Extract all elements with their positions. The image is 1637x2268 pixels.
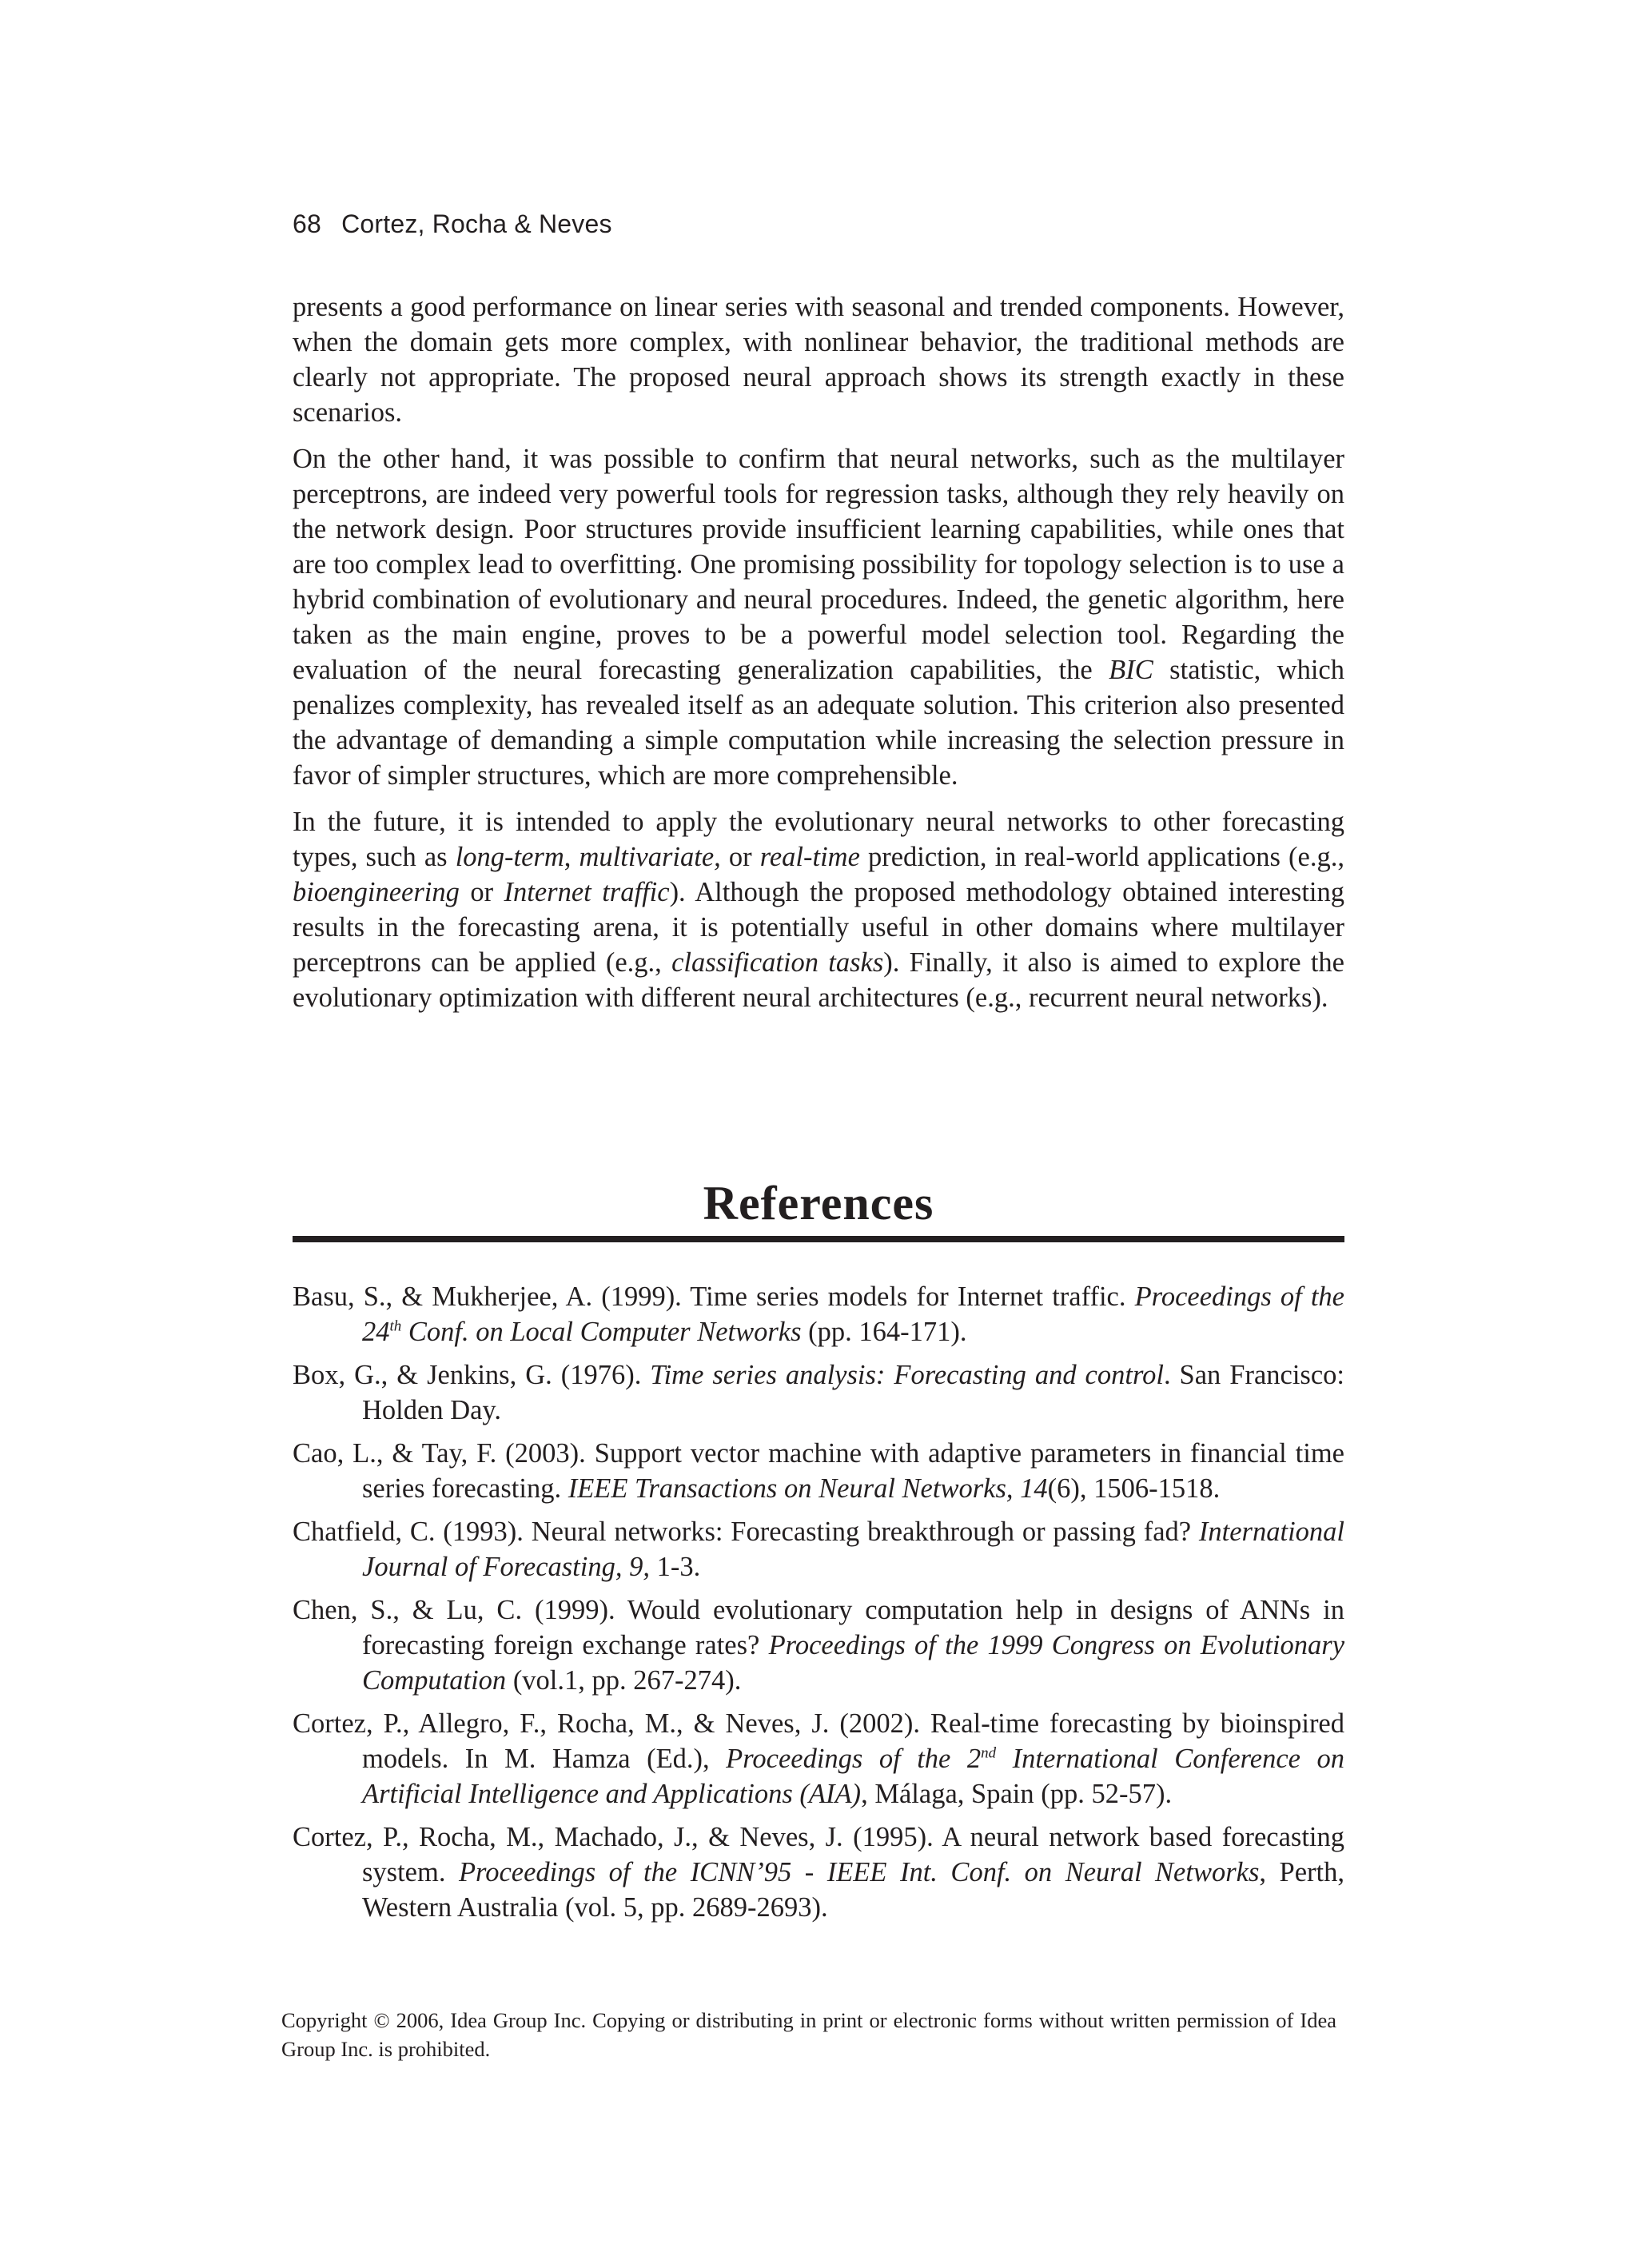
page-number: 68 [293, 209, 321, 238]
text-run: prediction, in real-world applications (e.g., [859, 842, 1344, 872]
italic-source: Proceedings of the 2 [726, 1744, 982, 1774]
reference-item [293, 1357, 1344, 1428]
reference-item [293, 1279, 1344, 1349]
text-run: ). Although the proposed methodology obtained interesting results in the forecasting arena, it is potentially useful in other domains where multilayer perceptrons can be applied (e.g., [293, 877, 1344, 978]
superscript: nd [981, 1744, 997, 1762]
italic-source: IEEE Transactions on Neural Networks, 14 [568, 1473, 1048, 1504]
text-run: Cortez, P., Rocha, M., Machado, J., & Neves, J. (1995). A neural network based forecasting system. [293, 1822, 1344, 1887]
copyright-notice: Copyright © 2006, Idea Group Inc. Copying or distributing in print or electronic forms without written permission of Idea Group Inc. is prohibited. [281, 2008, 1336, 2061]
text-run: . San Francisco: Holden Day. [362, 1360, 1344, 1425]
reference-item [293, 1706, 1344, 1812]
italic-term: bioengineering [293, 877, 460, 907]
reference-item [293, 1514, 1344, 1584]
italic-source: Proceedings of the 24 [362, 1281, 1344, 1347]
italic-term: real-time [759, 842, 860, 872]
text-run: (vol.1, pp. 267-274). [506, 1665, 742, 1696]
text-run: In the future, it is intended to apply the evolutionary neural networks to other forecasting types, such as [293, 807, 1344, 872]
text-run: , Perth, Western Australia (vol. 5, pp. 2689-2693). [362, 1857, 1344, 1923]
text-run: (6), 1506-1518. [1047, 1473, 1221, 1504]
text-run: Cortez, P., Allegro, F., Rocha, M., & Neves, J. (2002). Real-time forecasting by bioinspired models. In M. Hamza (Ed.), [293, 1708, 1344, 1774]
text-run: or [459, 877, 504, 907]
text-run: Chen, S., & Lu, C. (1999). Would evolutionary computation help in designs of ANNs in forecasting foreign exchange rates? [293, 1595, 1344, 1660]
reference-item [293, 1820, 1344, 1925]
italic-term: Internet traffic [504, 877, 670, 907]
italic-term: multivariate, [579, 842, 721, 872]
text-run: Basu, S., & Mukherjee, A. (1999). Time series models for Internet traffic. [293, 1281, 1135, 1312]
text-run: or [720, 842, 760, 872]
text-run: Box, G., & Jenkins, G. (1976). [293, 1360, 651, 1390]
heading-rule [293, 1236, 1344, 1242]
text-run: statistic, which penalizes complexity, has revealed itself as an adequate solution. This criterion also presented the advantage of demanding a simple computation while increasing the selection pressure in favor of simpler structures, which are more comprehensible. [293, 655, 1344, 791]
text-run: Cao, L., & Tay, F. (2003). Support vector machine with adaptive parameters in financial time series forecasting. [293, 1438, 1344, 1504]
italic-term: classification tasks [671, 947, 884, 978]
italic-source: Conf. on Local Computer Networks [401, 1317, 802, 1347]
text-run: , [564, 842, 580, 872]
text-run: On the other hand, it was possible to confirm that neural networks, such as the multilayer perceptrons, are indeed very powerful tools for regression tasks, although they rely heavily on the network design. Poor structures provide insufficient learning capabilities, while ones that are too complex lead to overfitting. One promising possibility for topology selection is to use a hybrid combination of evolutionary and neural procedures. Indeed, the genetic algorithm, here taken as the main engine, proves to be a powerful model selection tool. Regarding the evaluation of the neural forecasting generalization capabilities, the [293, 444, 1344, 685]
reference-list [293, 1279, 1344, 1933]
italic-source: Proceedings of the 1999 Congress on Evolutionary Computation [362, 1630, 1345, 1696]
italic-term: long-term [455, 842, 564, 872]
italic-term: BIC [1109, 655, 1153, 685]
paragraph-1: presents a good performance on linear series with seasonal and trended components. However, when the domain gets more complex, with nonlinear behavior, the traditional methods are clearly not appropriate. The proposed neural approach shows its strength exactly in these scenarios. [293, 292, 1344, 428]
text-run: Chatfield, C. (1993). Neural networks: Forecasting breakthrough or passing fad? [293, 1517, 1199, 1547]
paragraph-3 [293, 804, 1344, 1015]
text-run: ). Finally, it also is aimed to explore the evolutionary optimization with different neural architectures (e.g., recurrent neural networks). [293, 947, 1344, 1013]
paragraph-2 [293, 441, 1344, 793]
italic-source: International Conference on Artificial Intelligence and Applications (AIA) [362, 1744, 1344, 1809]
text-run: 1-3. [649, 1552, 701, 1582]
italic-source: Proceedings of the ICNN’95 - IEEE Int. Conf. on Neural Networks [458, 1857, 1260, 1887]
body-text [293, 289, 1344, 1026]
references-heading: References [703, 1177, 934, 1230]
italic-source: Time series analysis: Forecasting and control [650, 1360, 1164, 1390]
reference-item [293, 1592, 1344, 1698]
text-run: (pp. 164-171). [801, 1317, 967, 1347]
running-title: Cortez, Rocha & Neves [341, 209, 612, 238]
superscript: th [389, 1317, 402, 1335]
italic-source: International Journal of Forecasting, 9, [362, 1517, 1344, 1582]
running-header [293, 209, 612, 239]
text-run: , Málaga, Spain (pp. 52-57). [861, 1779, 1173, 1809]
reference-item [293, 1436, 1344, 1506]
